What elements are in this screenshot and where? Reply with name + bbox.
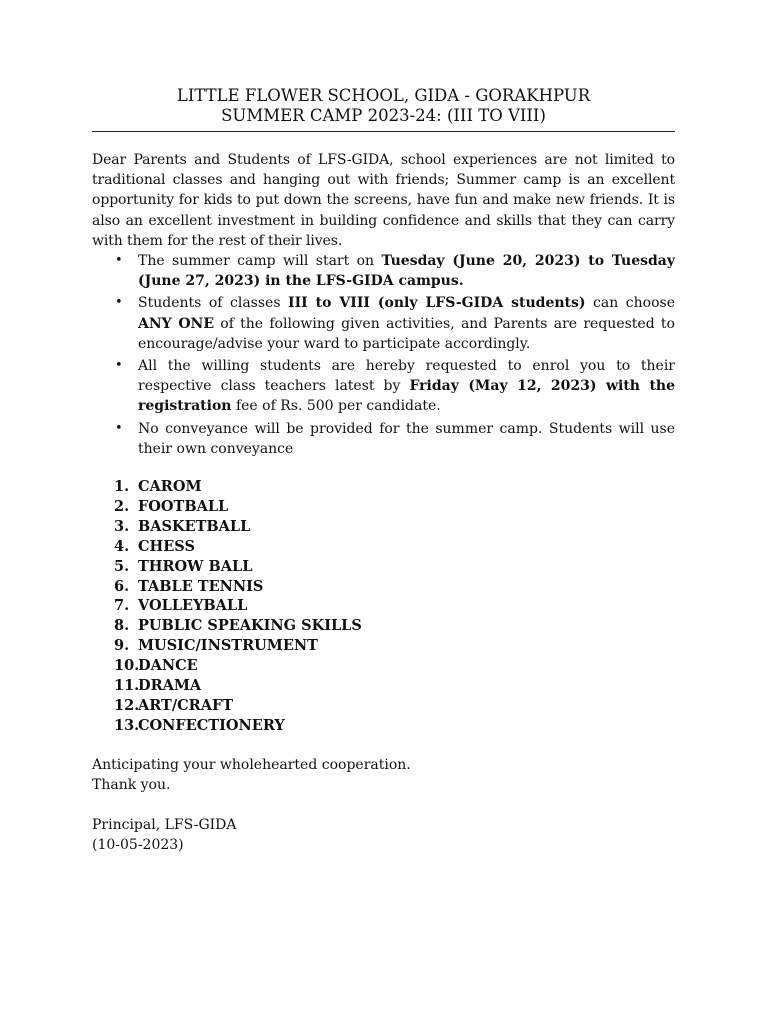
bullet-icon: • xyxy=(115,420,123,436)
activity-item: 13. CONFECTIONERY xyxy=(114,716,285,734)
activity-item: 1. CAROM xyxy=(114,478,202,496)
activity-item: 12. ART/CRAFT xyxy=(114,697,234,715)
activity-item: 9. MUSIC/INSTRUMENT xyxy=(114,637,318,655)
camp-title: SUMMER CAMP 2023-24: (III TO VIII) xyxy=(221,106,546,125)
activity-item: 5. THROW BALL xyxy=(114,557,253,575)
bullet-icon: • xyxy=(115,295,123,311)
document-page xyxy=(92,86,675,855)
intro-paragraph: Dear Parents and Students of LFS-GIDA, school experiences are not limited to traditional classes and hanging out with friends; Summer camp is an excellent opportunity for kids to put down the screens, have fun and make new friends. It is also an excellent investment in building confidence and skills that they can carry with them for the rest of their lives. xyxy=(92,152,675,249)
header-divider xyxy=(92,131,675,132)
info-bullet-list xyxy=(92,251,675,459)
bullet-item: • All the willing students are hereby requested to enrol you to their respective class teachers latest by Friday (May 12, 2023) with the registration fee of Rs. 500 per candidate. xyxy=(115,358,676,415)
signatory-name: Principal, LFS-GIDA xyxy=(92,816,237,833)
bullet-item: • Students of classes III to VIII (only LFS-GIDA students) can choose ANY ONE of the following given activities, and Parents are requested to encourage/advise your ward to participate accordingly. xyxy=(115,295,675,352)
school-title: LITTLE FLOWER SCHOOL, GIDA - GORAKHPUR xyxy=(176,86,591,105)
activity-item: 10. DANCE xyxy=(114,657,198,675)
activity-item: 6. TABLE TENNIS xyxy=(114,577,264,595)
signature-date: (10-05-2023) xyxy=(92,836,184,853)
activity-item: 8. PUBLIC SPEAKING SKILLS xyxy=(114,617,362,635)
bullet-item: • No conveyance will be provided for the summer camp. Students will use their own conveyance xyxy=(115,420,675,457)
closing-line: Anticipating your wholehearted cooperation. xyxy=(92,756,411,773)
activity-item: 7. VOLLEYBALL xyxy=(114,597,248,615)
activity-item: 4. CHESS xyxy=(114,537,195,555)
closing-block xyxy=(92,755,675,795)
bullet-item: • The summer camp will start on Tuesday (June 20, 2023) to Tuesday (June 27, 2023) in the LFS-GIDA campus. xyxy=(115,253,675,290)
activity-list xyxy=(92,477,675,736)
activity-item: 3. BASKETBALL xyxy=(114,517,251,535)
bullet-icon: • xyxy=(115,358,123,374)
activity-item: 2. FOOTBALL xyxy=(114,497,229,515)
thank-you-line: Thank you. xyxy=(92,776,171,793)
activity-item: 11. DRAMA xyxy=(114,677,202,695)
bullet-icon: • xyxy=(115,253,123,269)
signature-block xyxy=(92,815,675,855)
